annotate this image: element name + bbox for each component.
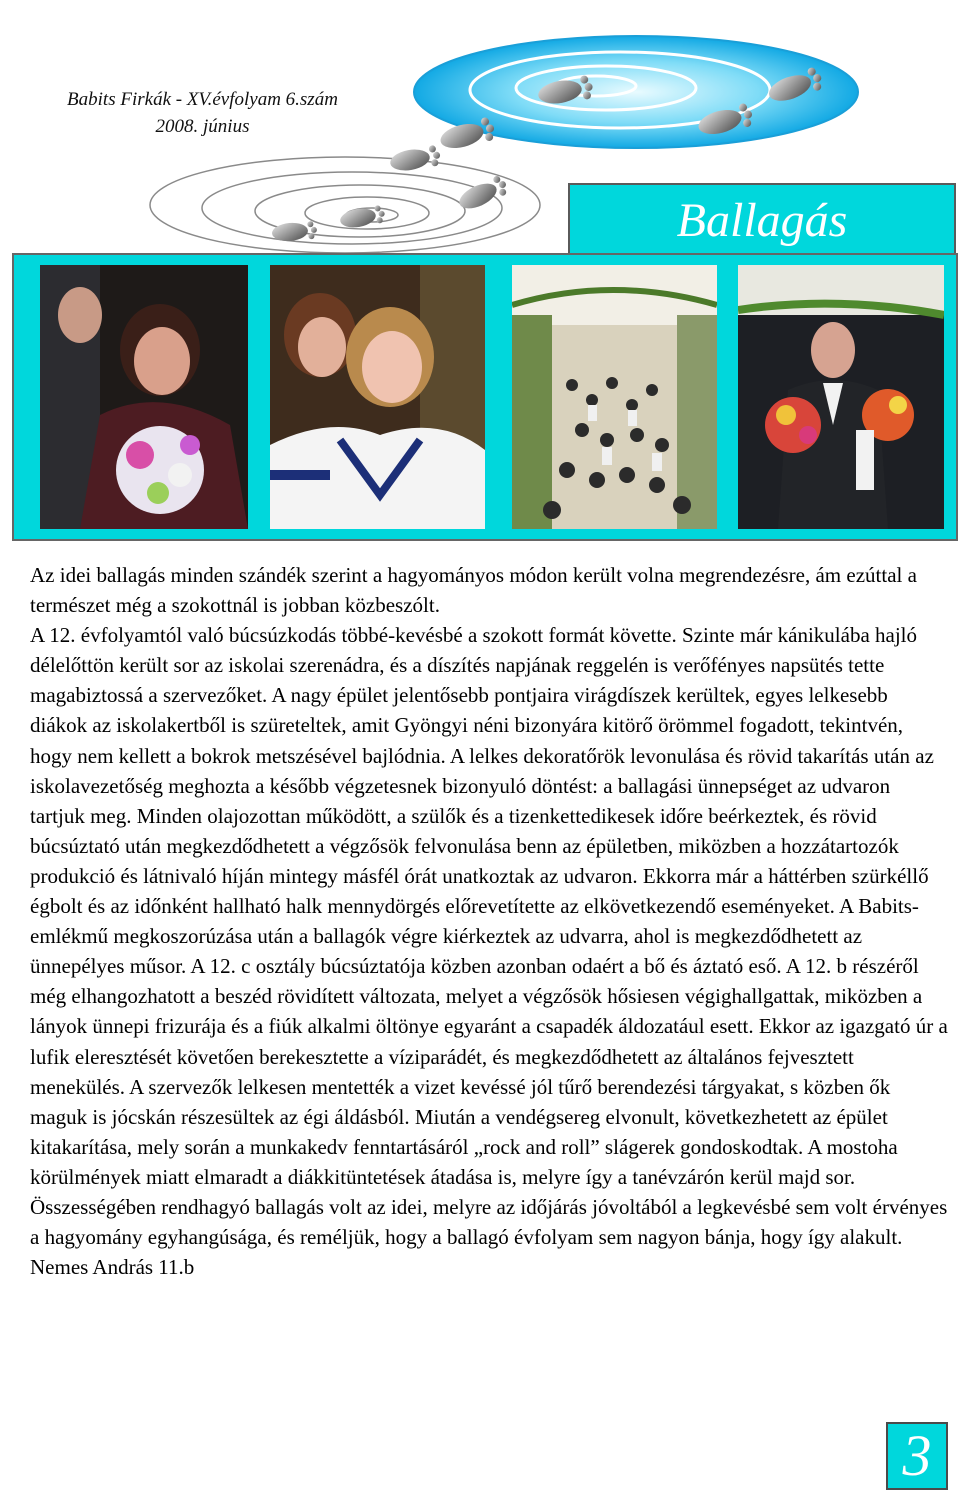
page-number-badge [886,1422,948,1490]
photo-strip [12,253,958,541]
photo-students-sailor-uniforms [270,265,485,529]
article-body [30,560,950,1282]
publication-line: Babits Firkák - XV.évfolyam 6.szám [67,89,338,110]
article-paragraph-intro: Az idei ballagás minden szándék szerint a hagyományos módon került volna megrendezésre, ám ezúttal a természet még a szokottnál is jobban közbeszólt. [30,563,917,618]
photo-woman-with-flowers [40,265,248,529]
article-author: Nemes András 11.b [30,1255,195,1280]
page-number: 3 [902,1423,932,1488]
title-banner [568,183,956,255]
article-paragraph-closing: Összességében rendhagyó ballagás volt az idei, melyre az időjárás jóvoltából a legkevésbé sem volt érvényes a hagyomány egyhangúsága, és reméljük, hogy a ballagó évfolyam sem nagyon bánja, hogy így alakult. [30,1194,948,1250]
page-title: Ballagás [676,194,848,247]
issue-date: 2008. június [155,116,250,137]
article-paragraph-main: A 12. évfolyamtól való búcsúzkodás többé-kevésbé a szokott formát követte. Szinte már kánikulába hajló délelőttön került sor az iskolai szerenádra, és a díszítés napjának reggelén is verőfényes napsütés tette magabiztossá a szervezőket. A nagy épület jelentősebb pontjaira virágdíszek kerültek, egyes lelkesebb diákok az iskolakertből is szüreteltek, amit Gyöngyi néni bizonyára kitörő örömmel fogadott, tekintvén, hogy nem kellett a bokrok metszésével bajlódnia. A lelkes dekoratőrök levonulása és rövid takarítás után az iskolavezetőség meghozta a később végzetesnek bizonyuló döntést: a ballagási ünnepséget az udvaron tartjuk meg. Minden olajozottan működött, a szülők és a tizenkettedikesek időre beérkeztek, és rövid búcsúztató után megkezdődhetett a végzősök felvonulása benn az épületben, miközben a hozzátartozók produkció és látnivaló híján mintegy másfél órát unatkoztak az udvaron. Ekkorra már a háttérben szürkéllő égbolt és az időnként hallható halk mennydörgés előrevetítette az elkövetkezendő eseményeket. A Babits-emlékmű megkoszorúzása után a ballagók végre kiérkeztek az udvarra, ahol is megkezdődhetett az ünnepélyes műsor. A 12. c osztály búcsúztatója közben azonban odaért a bő és áztató eső. A 12. b részéről még elhangozhatott a beszéd rövidített változata, melyet a végzősök hősiesen végighallgattak, miközben a lányok ünnepi frizurája és a fiúk alkalmi öltönye egyaránt a csapadék áldozatául esett. Ekkor az igazgató úr a lufik eleresztését követően berekesztette a víziparádét, és megkezdődhetett az általános fejvesztett menekülés. A szervezők lelkesen mentették a vizet kevéssé jól tűrő berendezési tárgyakat, s közben ők maguk is jócskán részesültek az égi áldásból. Miután a vendégsereg elvonult, következhetett az épület kitakarítása, mely során a munkakedv fenntartásáról „rock and roll” slágerek gondoskodtak. A mostoha körülmények miatt elmaradt a diákkitüntetések átadása is, melyre így a tanévzárón kerül majd sor. [30,623,948,1189]
photo-man-with-bouquet [738,265,944,529]
photo-crowded-school-hall [512,265,717,529]
masthead [20,86,385,140]
